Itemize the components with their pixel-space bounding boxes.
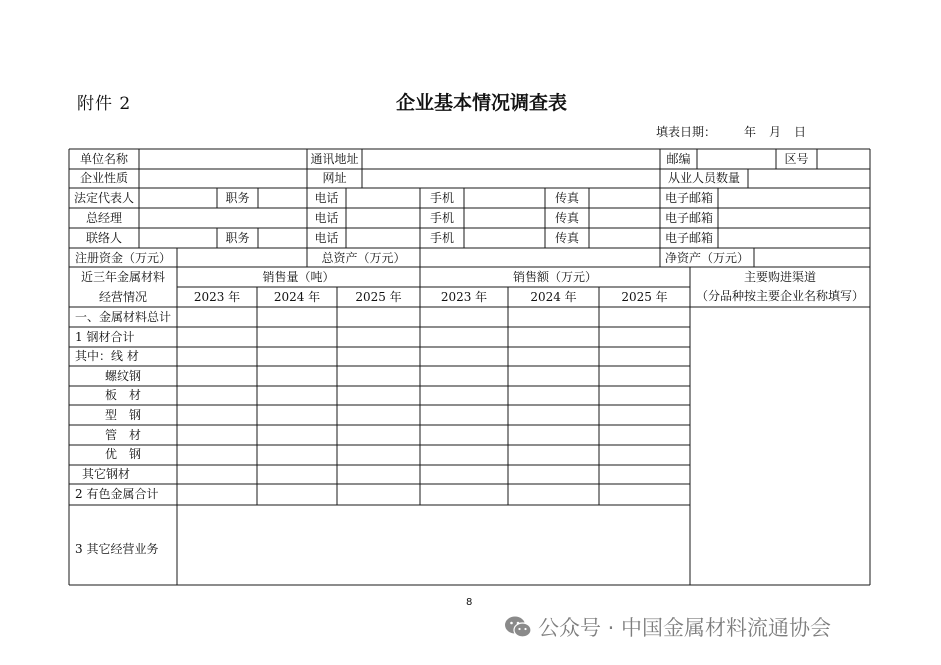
label-fax: 传真 — [554, 231, 579, 245]
year-2023-volume: 2023 年 — [193, 290, 241, 304]
label-net-assets: 净资产（万元） — [664, 251, 749, 265]
fill-date-label: 填表日期： — [656, 125, 717, 139]
table-row-label: 2 有色金属合计 — [75, 487, 159, 501]
watermark-text: 公众号 · 中国金属材料流通协会 — [538, 616, 832, 640]
year-2025-amount: 2025 年 — [621, 290, 668, 304]
label-mobile: 手机 — [429, 191, 454, 205]
page-title: 企业基本情况调查表 — [395, 92, 567, 114]
label-fax: 传真 — [554, 211, 579, 225]
label-nature: 企业性质 — [79, 171, 128, 185]
table-row-label: 螺纹钢 — [104, 369, 141, 383]
header-channels-line2: （分品种按主要企业名称填写） — [695, 289, 864, 303]
wechat-icon — [504, 615, 532, 639]
table-row-label: 优 钢 — [104, 447, 141, 461]
table-row-label: 1 钢材合计 — [75, 330, 135, 344]
label-fax: 传真 — [554, 191, 579, 205]
fill-date-day: 日 — [794, 125, 807, 139]
label-district: 区号 — [784, 152, 809, 166]
label-contact: 联络人 — [85, 231, 122, 245]
table-row-label: 型 钢 — [104, 408, 141, 422]
label-mobile: 手机 — [429, 231, 454, 245]
label-postcode: 邮编 — [666, 152, 691, 166]
attachment-label: 附件 2 — [77, 94, 132, 114]
page-number: 8 — [466, 597, 473, 608]
year-2025-volume: 2025 年 — [355, 290, 402, 304]
label-address: 通讯地址 — [310, 152, 359, 166]
year-2024-amount: 2024 年 — [530, 290, 577, 304]
label-email: 电子邮箱 — [664, 231, 713, 245]
fill-date-year: 年 — [744, 125, 757, 139]
table-row-label: 一、金属材料总计 — [75, 310, 172, 324]
label-reg-capital: 注册资金（万元） — [74, 251, 171, 265]
table-row-label: 管 材 — [104, 428, 141, 442]
label-total-assets: 总资产（万元） — [321, 251, 406, 265]
label-staff-count: 从业人员数量 — [667, 171, 740, 185]
label-gm: 总经理 — [85, 211, 122, 225]
fill-date-month: 月 — [769, 125, 782, 139]
label-phone: 电话 — [314, 231, 339, 245]
watermark — [504, 612, 831, 642]
label-unit-name: 单位名称 — [79, 152, 128, 166]
year-2023-amount: 2023 年 — [440, 290, 488, 304]
label-phone: 电话 — [314, 191, 339, 205]
label-post: 职务 — [225, 191, 250, 205]
label-legal-rep: 法定代表人 — [73, 191, 134, 205]
table-row-label: 板 材 — [104, 388, 141, 402]
header-channels-line1: 主要购进渠道 — [743, 270, 816, 284]
year-2024-volume: 2024 年 — [273, 290, 321, 304]
label-post: 职务 — [225, 231, 250, 245]
table-row-label-other-business: 3 其它经营业务 — [75, 542, 159, 556]
table-row-label: 其中：线 材 — [75, 349, 139, 363]
table-row-label: 其它钢材 — [82, 467, 131, 481]
label-phone: 电话 — [314, 211, 339, 225]
label-mobile: 手机 — [429, 211, 454, 225]
label-email: 电子邮箱 — [664, 211, 713, 225]
header-sales-volume: 销售量（吨） — [262, 270, 335, 284]
table-row-header-line1: 近三年金属材料 — [80, 270, 165, 284]
label-email: 电子邮箱 — [664, 191, 713, 205]
header-sales-amount: 销售额（万元） — [512, 270, 597, 284]
table-row-header-line2: 经营情况 — [98, 290, 147, 304]
label-website: 网址 — [322, 171, 347, 185]
